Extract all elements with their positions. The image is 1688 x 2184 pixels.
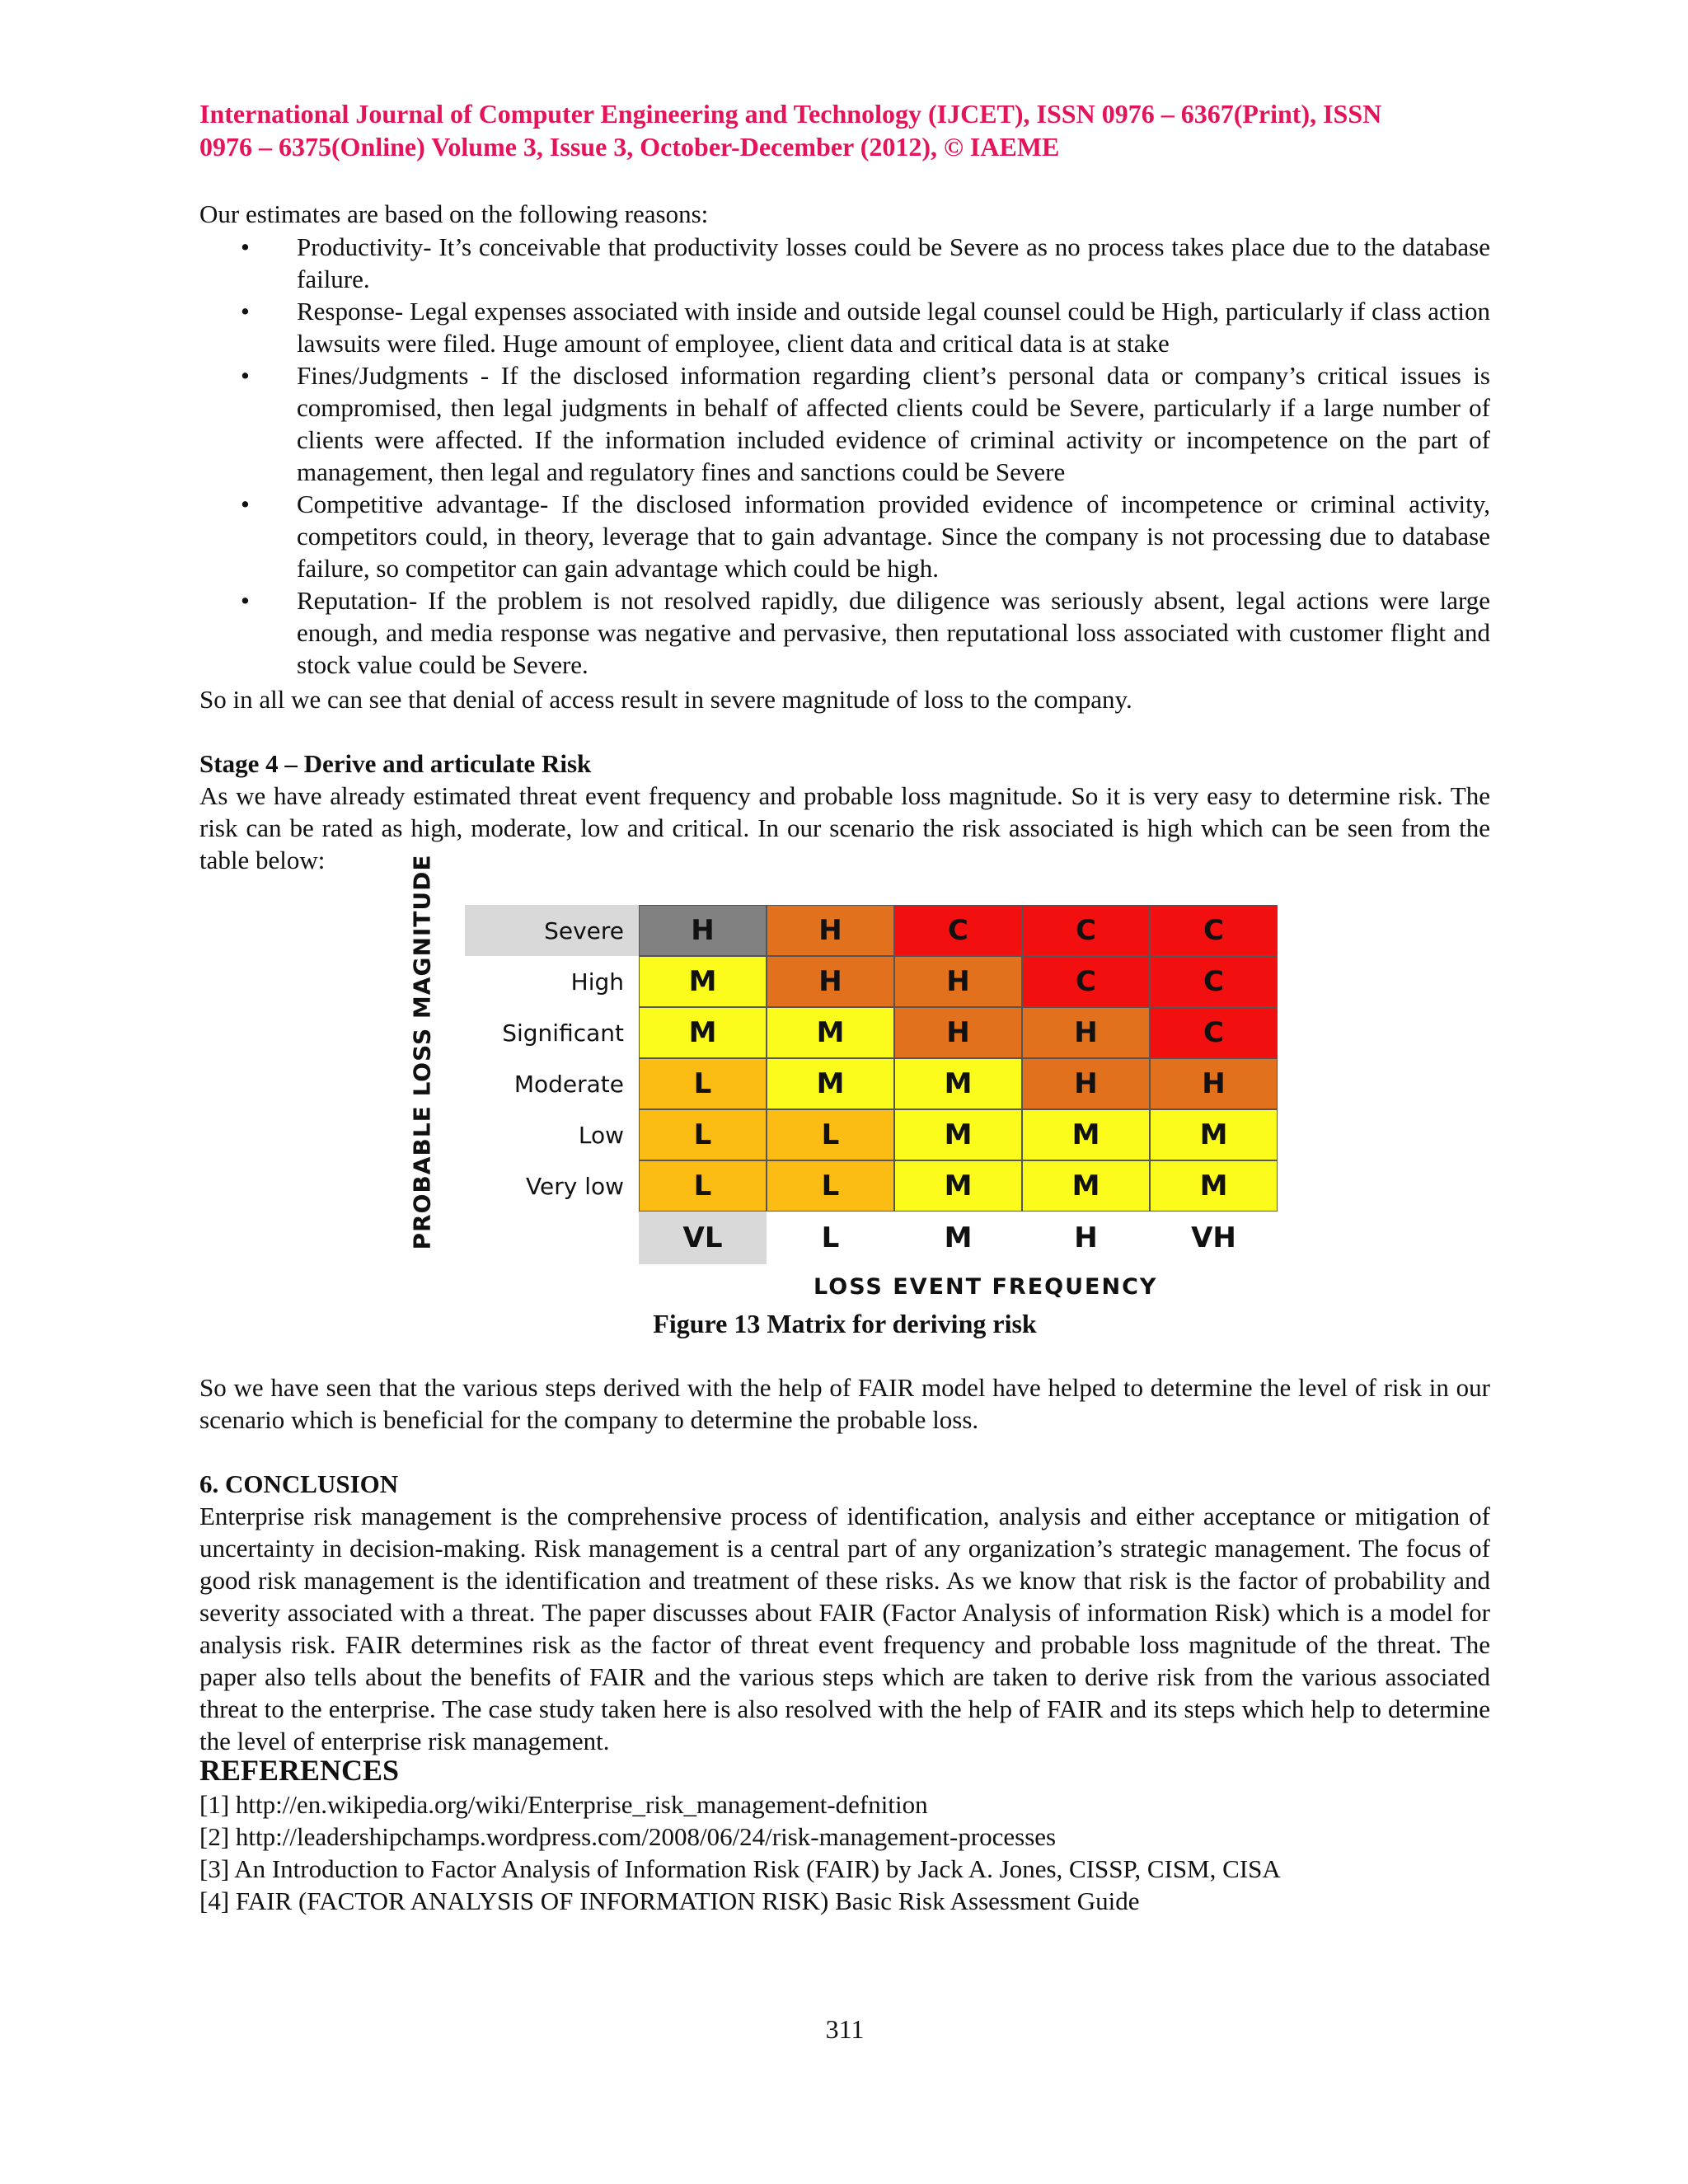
- bullet-symbol: •: [241, 232, 250, 261]
- list-item-text: Response- Legal expenses associated with inside and outside legal counsel could be High, particularly if class action lawsuits were filed. Huge amount of employee, client data and critical data is at stake: [297, 297, 1490, 358]
- matrix-cell: M: [894, 1160, 1022, 1212]
- reference-item: [3] An Introduction to Factor Analysis of Information Risk (FAIR) by Jack A. Jones, CISSP, CISM, CISA: [199, 1854, 1281, 1883]
- reference-item: [2] http://leadershipchamps.wordpress.com/2008/06/24/risk-management-processes: [199, 1822, 1057, 1851]
- reference-item: [1] http://en.wikipedia.org/wiki/Enterprise_risk_management-defnition: [199, 1790, 928, 1819]
- journal-header-line-2: 0976 – 6375(Online) Volume 3, Issue 3, October-December (2012), © IAEME: [199, 132, 1060, 162]
- column-label: M: [944, 1221, 973, 1254]
- matrix-cell: C: [894, 905, 1022, 956]
- matrix-cell: H: [767, 905, 894, 956]
- list-item: [199, 295, 1490, 359]
- references-list: [199, 1788, 1281, 1917]
- matrix-cell: H: [639, 905, 767, 956]
- row-label: Very low: [526, 1172, 624, 1200]
- matrix-cell: L: [639, 1058, 767, 1109]
- matrix-cell: L: [767, 1109, 894, 1160]
- matrix-cell: H: [1022, 1058, 1150, 1109]
- matrix-cell: H: [1022, 1007, 1150, 1058]
- matrix-cell: M: [767, 1058, 894, 1109]
- x-axis-label: LOSS EVENT FREQUENCY: [814, 1274, 1158, 1300]
- matrix-cell: M: [639, 956, 767, 1007]
- matrix-cell: C: [1022, 905, 1150, 956]
- matrix-cell: M: [894, 1058, 1022, 1109]
- matrix-cell: M: [1150, 1109, 1278, 1160]
- bullet-symbol: •: [241, 297, 250, 326]
- row-label: High: [570, 968, 624, 996]
- list-item-text: Fines/Judgments - If the disclosed information regarding client’s personal data or company’s critical issues is compromised, then legal judgments in behalf of affected clients could be Severe, particularly if a large number of clients were affected. If the information included evidence of criminal activity or incompetence on the part of management, then legal and regulatory fines and sanctions could be Severe: [297, 361, 1490, 486]
- matrix-cell: M: [1022, 1109, 1150, 1160]
- row-label: Low: [578, 1121, 624, 1149]
- matrix-cell: H: [894, 1007, 1022, 1058]
- matrix-cell: C: [1150, 1007, 1278, 1058]
- stage4-heading: Stage 4 – Derive and articulate Risk: [199, 749, 592, 778]
- after-figure-paragraph: So we have seen that the various steps derived with the help of FAIR model have helped to determine the level of risk in our scenario which is beneficial for the company to determine the probable loss.: [199, 1373, 1490, 1434]
- bullet-symbol: •: [241, 361, 250, 390]
- reasons-list: [199, 231, 1490, 681]
- conclusion-heading: 6. CONCLUSION: [199, 1469, 399, 1498]
- list-item-text: Productivity- It’s conceivable that productivity losses could be Severe as no process takes place due to the database failure.: [297, 232, 1490, 293]
- summary-paragraph: So in all we can see that denial of access result in severe magnitude of loss to the company.: [199, 685, 1132, 714]
- list-item: [199, 584, 1490, 681]
- matrix-cell: M: [894, 1109, 1022, 1160]
- matrix-cell: M: [1022, 1160, 1150, 1212]
- matrix-cell: M: [767, 1007, 894, 1058]
- row-label: Severe: [465, 905, 639, 956]
- column-label: L: [821, 1221, 840, 1254]
- conclusion-paragraph: Enterprise risk management is the comprehensive process of identification, analysis and either acceptance or mitigation of uncertainty in decision-making. Risk management is a central part of any organization’s strategic management. The focus of good risk management is the identification and treatment of these risks. As we know that risk is the factor of probability and severity associated with a threat. The paper discusses about FAIR (Factor Analysis of information Risk) which is a model for analysis risk. FAIR determines risk as the factor of threat event frequency and probable loss magnitude of the threat. The paper also tells about the benefits of FAIR and the various steps which are taken to derive risk from the various associated threat to the enterprise. The case study taken here is also resolved with the help of FAIR and its steps which help to determine the level of enterprise risk management.: [199, 1502, 1490, 1755]
- matrix-cell: H: [894, 956, 1022, 1007]
- page-number: 311: [825, 2014, 865, 2044]
- list-item-text: Reputation- If the problem is not resolved rapidly, due diligence was seriously absent, legal actions were large enough, and media response was negative and pervasive, then reputational loss associated with customer flight and stock value could be Severe.: [297, 586, 1490, 679]
- bullet-symbol: •: [241, 490, 250, 518]
- matrix-cell: L: [639, 1160, 767, 1212]
- matrix-cell: L: [767, 1160, 894, 1212]
- list-item-text: Competitive advantage- If the disclosed information provided evidence of incompetence or criminal activity, competitors could, in theory, leverage that to gain advantage. Since the company is not processing due to database failure, so competitor can gain advantage which could be high.: [297, 490, 1490, 583]
- bullet-symbol: •: [241, 586, 250, 615]
- row-label: Moderate: [513, 1070, 624, 1098]
- references-title: REFERENCES: [199, 1754, 400, 1787]
- intro-text: Our estimates are based on the following reasons:: [199, 199, 709, 228]
- matrix-cell: H: [1150, 1058, 1278, 1109]
- row-label: Significant: [502, 1019, 624, 1047]
- column-label: H: [1074, 1221, 1098, 1254]
- matrix-cell: M: [639, 1007, 767, 1058]
- journal-header: [199, 97, 1490, 163]
- matrix-cell: H: [767, 956, 894, 1007]
- figure-caption: Figure 13 Matrix for deriving risk: [653, 1309, 1037, 1338]
- reference-item: [4] FAIR (FACTOR ANALYSIS OF INFORMATION RISK) Basic Risk Assessment Guide: [199, 1886, 1140, 1915]
- matrix-cell: M: [1150, 1160, 1278, 1212]
- list-item: [199, 231, 1490, 295]
- matrix-cell: L: [639, 1109, 767, 1160]
- column-label: VH: [1191, 1221, 1236, 1254]
- matrix-cell: C: [1150, 905, 1278, 956]
- list-item: [199, 359, 1490, 488]
- stage4-paragraph: As we have already estimated threat event frequency and probable loss magnitude. So it is very easy to determine risk. The risk can be rated as high, moderate, low and critical. In our scenario the risk associated is high which can be seen from the table below:: [199, 781, 1490, 874]
- list-item: [199, 488, 1490, 584]
- matrix-cell: C: [1022, 956, 1150, 1007]
- matrix-cell: C: [1150, 956, 1278, 1007]
- journal-header-line-1: International Journal of Computer Engineering and Technology (IJCET), ISSN 0976 – 6367(Print), ISSN: [199, 99, 1382, 129]
- column-label: VL: [639, 1212, 767, 1264]
- y-axis-label: PROBABLE LOSS MAGNITUDE: [408, 854, 436, 1250]
